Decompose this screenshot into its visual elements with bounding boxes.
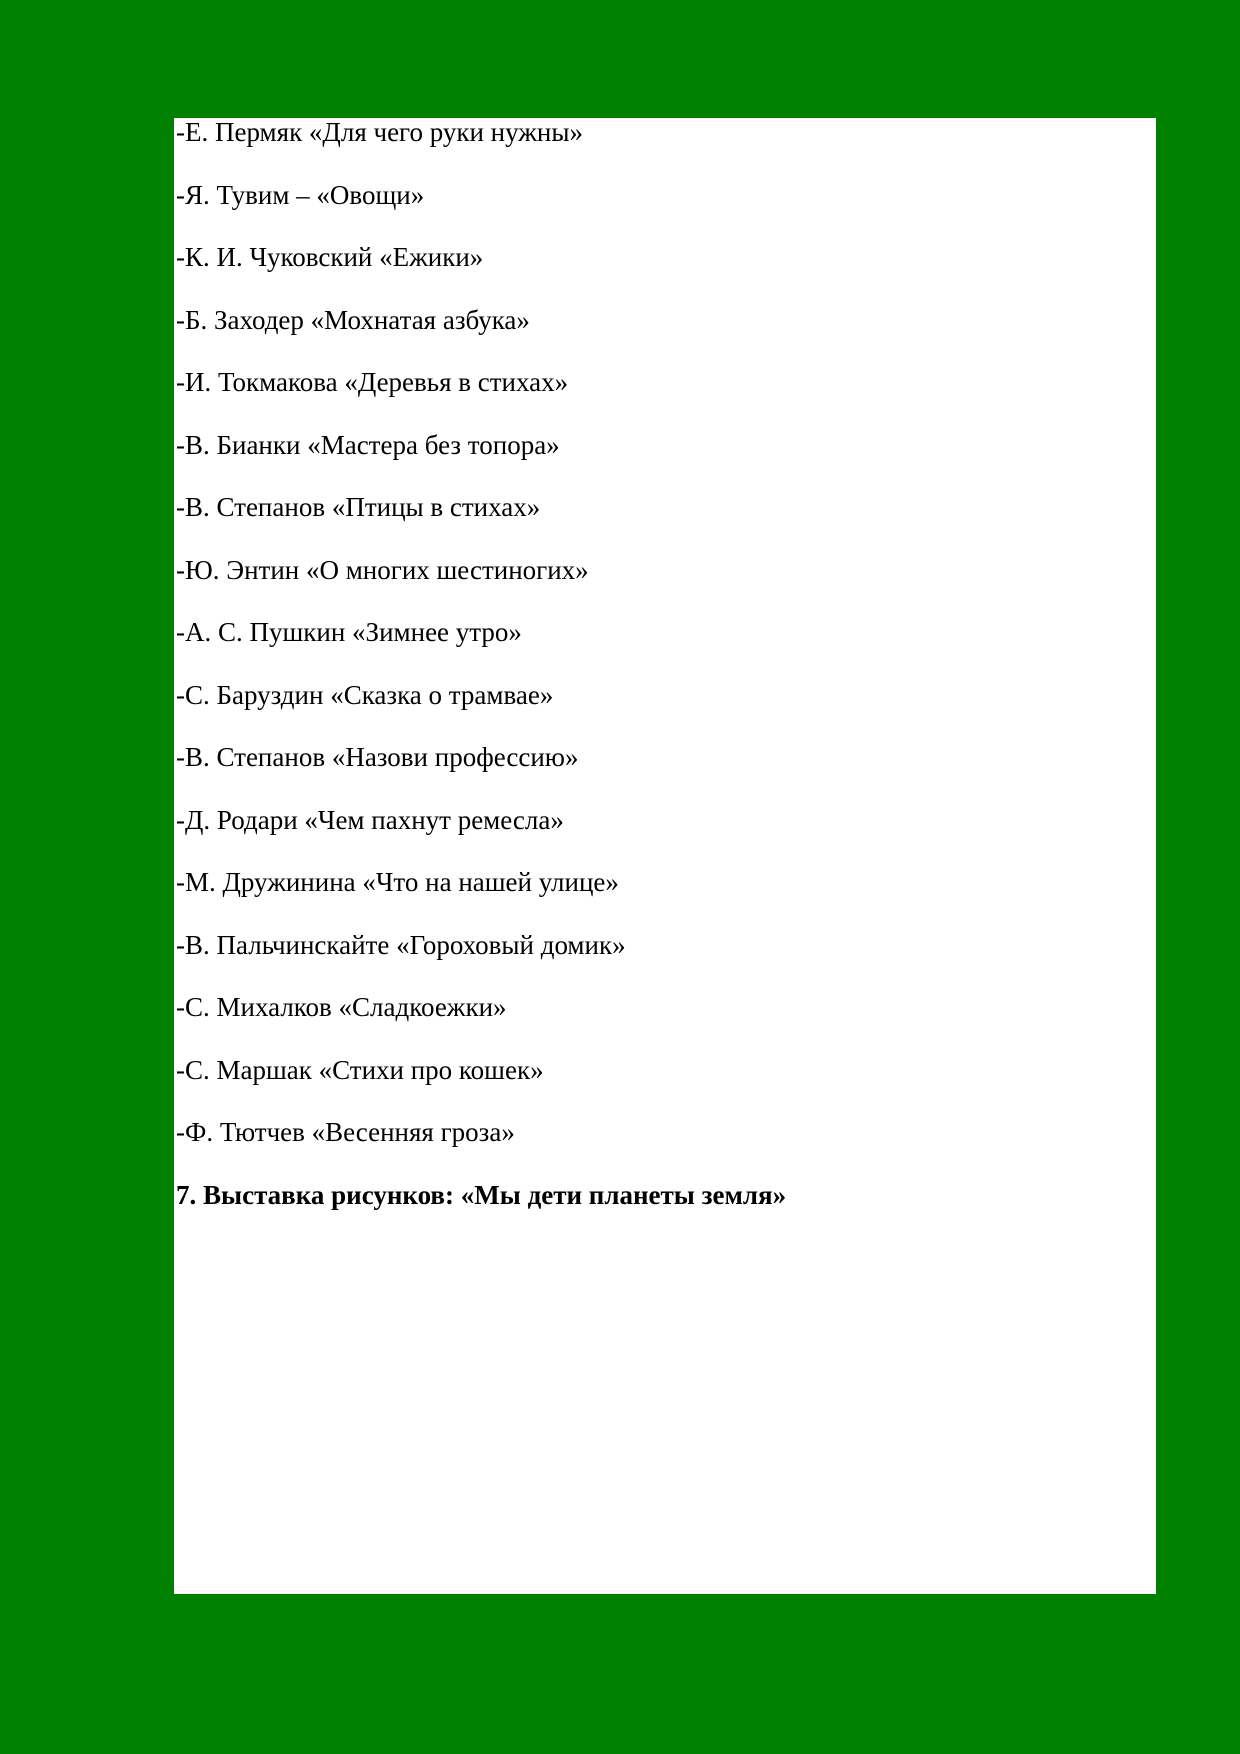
document-page bbox=[174, 118, 1156, 1594]
list-item: -В. Степанов «Назови профессию» bbox=[176, 742, 579, 772]
list-item: -Д. Родари «Чем пахнут ремесла» bbox=[176, 805, 564, 835]
list-item: -С. Михалков «Сладкоежки» bbox=[176, 992, 507, 1022]
list-item: -Б. Заходер «Мохнатая азбука» bbox=[176, 305, 530, 335]
list-item: -С. Маршак «Стихи про кошек» bbox=[176, 1055, 544, 1085]
list-item: -К. И. Чуковский «Ежики» bbox=[176, 242, 484, 272]
list-item: -Е. Пермяк «Для чего руки нужны» bbox=[176, 117, 584, 147]
list-item: -Ю. Энтин «О многих шестиногих» bbox=[176, 555, 589, 585]
list-item: -В. Пальчинскайте «Гороховый домик» bbox=[176, 930, 626, 960]
list-item: -Я. Тувим – «Овощи» bbox=[176, 180, 425, 210]
list-item: -С. Баруздин «Сказка о трамвае» bbox=[176, 680, 554, 710]
list-item: -В. Бианки «Мастера без топора» bbox=[176, 430, 560, 460]
section-heading: 7. Выставка рисунков: «Мы дети планеты земля» bbox=[176, 1180, 787, 1210]
list-item: -И. Токмакова «Деревья в стихах» bbox=[176, 367, 569, 397]
list-item: -Ф. Тютчев «Весенняя гроза» bbox=[176, 1117, 515, 1147]
list-item: -В. Степанов «Птицы в стихах» bbox=[176, 492, 541, 522]
list-item: -А. С. Пушкин «Зимнее утро» bbox=[176, 617, 522, 647]
list-item: -М. Дружинина «Что на нашей улице» bbox=[176, 867, 619, 897]
